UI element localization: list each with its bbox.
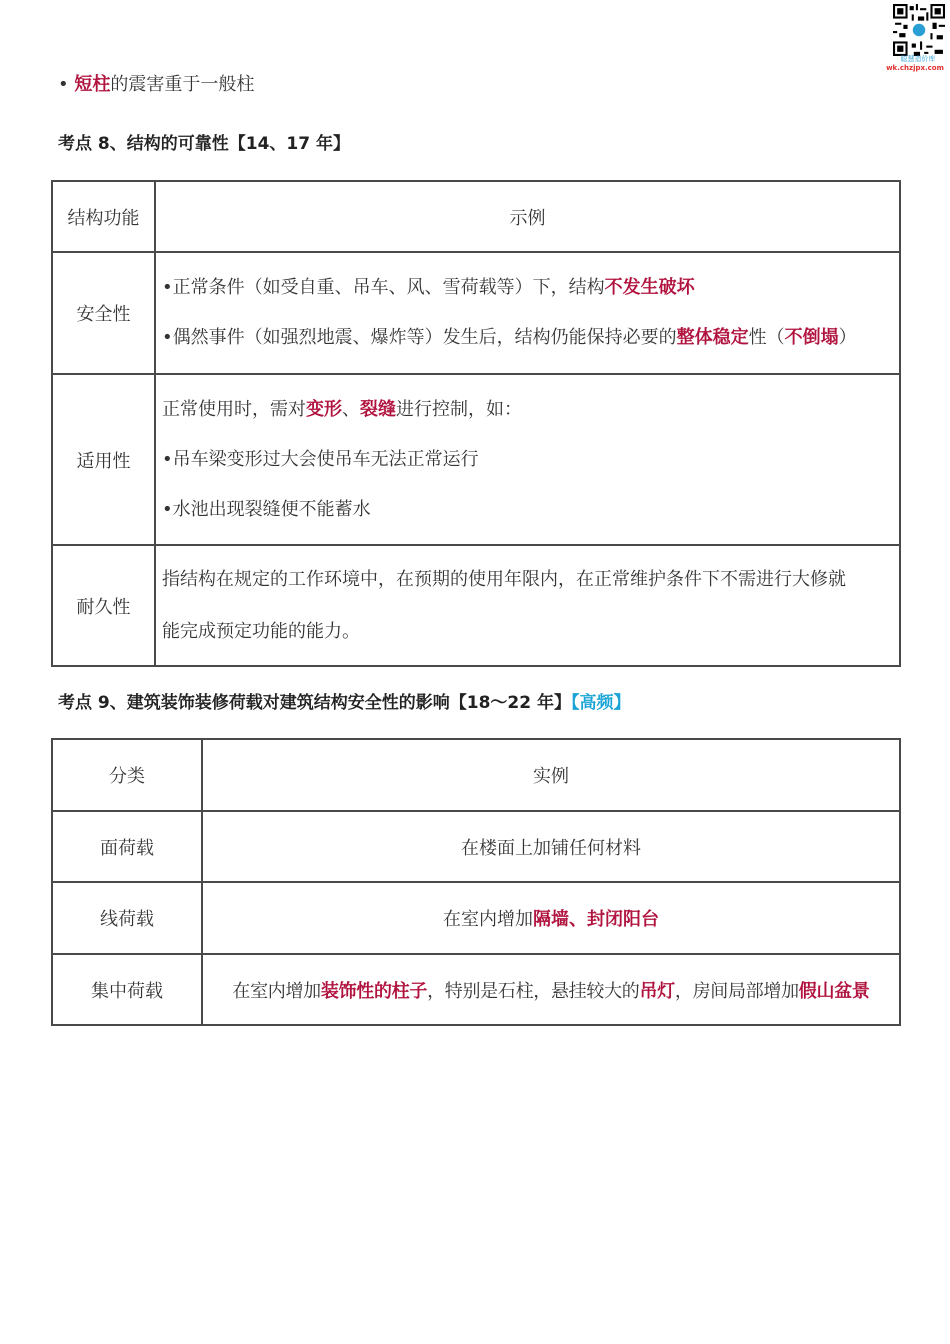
header-function: 结构功能: [52, 181, 155, 252]
label-concentrated-load: 集中荷载: [52, 954, 202, 1025]
safety-line-1-text: •正常条件（如受自重、吊车、风、雪荷载等）下，结构: [162, 277, 605, 298]
usability-highlight-deformation: 变形: [306, 398, 342, 420]
qr-caption-url[interactable]: wk.chzjpx.com: [886, 64, 944, 72]
conc-load-pre: 在室内增加: [232, 980, 321, 1002]
usability-line-1-post: 进行控制，如：: [396, 398, 522, 420]
table-row-usability: [52, 374, 900, 545]
conc-load-highlight-rockery: 假山盆景: [798, 980, 870, 1002]
table-header-row: [52, 181, 900, 252]
label-usability: 适用性: [52, 374, 155, 545]
label-surface-load: 面荷载: [52, 811, 202, 882]
bullet-mark: •: [58, 74, 69, 95]
safety-examples: [155, 252, 900, 374]
line-load-highlight: 隔墙、封闭阳台: [533, 909, 659, 930]
safety-line-1-highlight: 不发生破坏: [604, 277, 695, 298]
usability-line-1-pre: 正常使用时，需对: [162, 398, 306, 420]
conc-load-highlight-chandelier: 吊灯: [639, 980, 675, 1002]
line-load-example: [202, 882, 900, 954]
surface-load-example: 在楼面上加铺任何材料: [202, 811, 900, 882]
table-row: [52, 882, 900, 954]
section8-heading: 考点 8、结构的可靠性【14、17 年】: [58, 134, 350, 154]
short-column-term: 短柱: [74, 74, 111, 95]
intro-bullet-line: [58, 72, 254, 98]
usability-examples: [155, 374, 900, 545]
high-frequency-tag: 【高频】: [570, 693, 631, 713]
conc-load-highlight-columns: 装饰性的柱子: [320, 980, 428, 1002]
safety-line-2-mid: 性（: [748, 327, 785, 348]
safety-line-1: [162, 263, 899, 313]
line-load-pre: 在室内增加: [443, 909, 533, 930]
table-row: [52, 811, 900, 882]
safety-line-2: [162, 313, 899, 363]
usability-line-1-sep: 、: [342, 398, 360, 420]
label-safety: 安全性: [52, 252, 155, 374]
decoration-load-table: [51, 738, 901, 1026]
durability-line-2: 能完成预定功能的能力。: [162, 620, 360, 642]
header-instance: 实例: [202, 739, 900, 811]
label-durability: 耐久性: [52, 545, 155, 666]
durability-example: [155, 545, 900, 666]
usability-highlight-cracks: 裂缝: [360, 398, 396, 420]
conc-load-mid-2: ，房间局部增加: [674, 980, 799, 1002]
usability-line-1: [162, 385, 899, 435]
table-header-row: [52, 739, 900, 811]
durability-line-1: 指结构在规定的工作环境中，在预期的使用年限内，在正常维护条件下不需进行大修就: [162, 568, 846, 590]
intro-text: 的震害重于一般柱: [110, 74, 255, 95]
section9-heading: [58, 690, 630, 716]
label-line-load: 线荷载: [52, 882, 202, 954]
safety-line-2-text: •偶然事件（如强烈地震、爆炸等）发生后，结构仍能保持必要的: [162, 327, 677, 348]
usability-line-3: •水池出现裂缝便不能蓄水: [162, 498, 371, 520]
section9-heading-text: 考点 9、建筑装饰装修荷载对建筑结构安全性的影响【18～22 年】: [58, 693, 571, 713]
qr-caption-name: 聪慧造价库: [900, 55, 936, 63]
usability-line-2: •吊车梁变形过大会使吊车无法正常运行: [162, 448, 479, 470]
conc-load-mid-1: ，特别是石柱，悬挂较大的: [427, 980, 640, 1002]
table-row-safety: [52, 252, 900, 374]
table-row: [52, 954, 900, 1025]
safety-line-2-highlight: 整体稳定: [676, 327, 749, 348]
safety-line-2-highlight-2: 不倒塌: [784, 327, 839, 348]
table-row-durability: [52, 545, 900, 666]
header-category: 分类: [52, 739, 202, 811]
safety-line-2-end: ）: [838, 327, 857, 348]
qr-code: [893, 4, 945, 56]
header-example: 示例: [155, 181, 900, 252]
reliability-table: [51, 180, 901, 667]
concentrated-load-example: [202, 954, 900, 1025]
